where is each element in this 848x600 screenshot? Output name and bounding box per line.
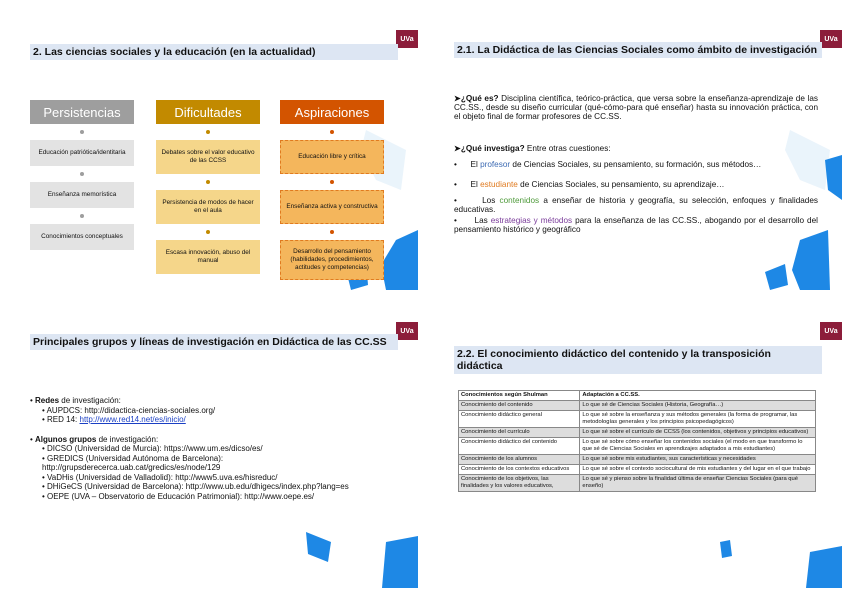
- connector-dot: [80, 214, 84, 218]
- column-item: Desarrollo del pensamiento (habilidades, procedimientos, actitudes y competencias): [280, 240, 384, 280]
- slide2-title: 2.1. La Didáctica de las Ciencias Sociales como ámbito de investigación: [454, 42, 822, 58]
- table-header-row: [459, 391, 816, 401]
- table-row: [459, 411, 816, 428]
- bullet-marker: •: [454, 180, 471, 189]
- que-investiga-text: Entre otras cuestiones:: [524, 144, 611, 153]
- column-item: Educación patriótica/identitaria: [30, 140, 134, 166]
- slide-grupos-investigacion[interactable]: [6, 302, 418, 588]
- red-link[interactable]: http://www.red14.net/es/inicio/: [79, 415, 186, 424]
- red-url: http://didactica-ciencias-sociales.org/: [84, 405, 216, 415]
- que-es-paragraph: ➤¿Qué es? Disciplina científica, teórico-práctica, que versa sobre la enseñanza-aprendizaje de las CC.SS., desde su diseño curricular (qué-cómo-para qué enseñar) hasta su innovación práctica, con el objeto final de formar profesores de CC.SS.: [454, 94, 818, 121]
- table-cell: Lo que sé y pienso sobre la finalidad última de enseñar Ciencias Sociales (para qué enseño): [580, 475, 816, 492]
- connector-dot: [330, 130, 334, 134]
- table-row: [459, 438, 816, 455]
- table-row: [459, 401, 816, 411]
- column-heading: Persistencias: [30, 100, 134, 124]
- que-investiga-label: ¿Qué investiga?: [460, 144, 525, 153]
- column-heading: Dificultades: [156, 100, 260, 124]
- column-2: [280, 100, 384, 280]
- grupos-heading: • Algunos grupos de investigación:: [30, 434, 159, 444]
- slide3-title: Principales grupos y líneas de investigación en Didáctica de las CC.SS: [30, 334, 398, 350]
- world-map-decoration: [710, 512, 842, 588]
- table-cell: Conocimiento de los alumnos: [459, 455, 580, 465]
- table-row: [459, 455, 816, 465]
- column-item: Enseñanza activa y constructiva: [280, 190, 384, 224]
- highlighted-term: contenidos: [499, 196, 540, 205]
- table-cell: Lo que sé sobre mis estudiantes, sus características y necesidades: [580, 455, 816, 465]
- table-row: [459, 465, 816, 475]
- grupo-item: • VaDHis (Universidad de Valladolid): http://www5.uva.es/hisreduc/: [42, 472, 278, 482]
- investiga-bullet: • El profesor de Ciencias Sociales, su pensamiento, su formación, sus métodos…: [454, 160, 762, 169]
- investiga-bullet: • El estudiante de Ciencias Sociales, su pensamiento, su aprendizaje…: [454, 180, 725, 189]
- highlighted-term: estudiante: [480, 180, 518, 189]
- que-es-text: Disciplina científica, teórico-práctica, que versa sobre la enseñanza-aprendizaje de las CC.SS., desde su diseño curricular (qué-cómo-para qué enseñar) hasta su innovación práctica, con el objeto final de formar profesores de CC.SS.: [454, 94, 818, 121]
- slide-didactica[interactable]: [430, 10, 842, 296]
- slide-conocimiento-didactico[interactable]: [430, 302, 842, 588]
- table-header-cell: Conocimientos según Shulman: [459, 391, 580, 401]
- connector-dot: [80, 172, 84, 176]
- uva-logo: UVa: [820, 322, 842, 340]
- redes-list: [30, 406, 390, 425]
- table-row: [459, 428, 816, 438]
- column-heading: Aspiraciones: [280, 100, 384, 124]
- red-item: • RED 14: http://www.red14.net/es/inicio/: [42, 415, 186, 424]
- research-groups-list: [30, 396, 390, 501]
- table-cell: Lo que sé sobre el contexto sociocultural de mis estudiantes y del lugar en el que trabajo: [580, 465, 816, 475]
- highlighted-term: estrategias y métodos: [490, 216, 573, 225]
- table-cell: Lo que sé sobre cómo enseñar los contenidos sociales (el modo en que transformo lo que sé de Ciencias Sociales en aprendizajes adaptados a mis estudiantes): [580, 438, 816, 455]
- uva-logo: UVa: [820, 30, 842, 48]
- bullet-marker: •: [454, 196, 483, 205]
- column-0: [30, 100, 134, 250]
- table-cell: Lo que sé sobre el currículo de CCSS (los contenidos, objetivos y principios educativos): [580, 428, 816, 438]
- slide-ciencias-sociales[interactable]: [6, 10, 418, 296]
- uva-logo: UVa: [396, 322, 418, 340]
- bullet-marker: •: [454, 160, 471, 169]
- grupo-item: • DHiGeCS (Universidad de Barcelona): http://www.ub.edu/dhigecs/index.php?lang=es: [42, 482, 349, 491]
- red-item: • AUPDCS: http://didactica-ciencias-sociales.org/: [42, 405, 216, 415]
- column-item: Debates sobre el valor educativo de las CCSS: [156, 140, 260, 174]
- table-cell: Conocimiento didáctico general: [459, 411, 580, 428]
- connector-dot: [330, 180, 334, 184]
- grupo-item: • GREDICS (Universidad Autónoma de Barcelona): http://grupsderecerca.uab.cat/gredics/es/node/129: [42, 453, 224, 472]
- column-item: Escasa innovación, abuso del manual: [156, 240, 260, 274]
- slide1-title: 2. Las ciencias sociales y la educación (en la actualidad): [30, 44, 398, 60]
- grupos-list: [30, 444, 390, 501]
- connector-dot: [80, 130, 84, 134]
- table-row: [459, 475, 816, 492]
- connector-dot: [206, 180, 210, 184]
- highlighted-term: profesor: [480, 160, 511, 169]
- column-item: Persistencia de modos de hacer en el aula: [156, 190, 260, 224]
- que-investiga-paragraph: ➤¿Qué investiga? Entre otras cuestiones:: [454, 144, 611, 153]
- uva-logo: UVa: [396, 30, 418, 48]
- investiga-bullet: • Los contenidos a enseñar de historia y geografía, su selección, enfoques y finalidades educativas.: [454, 196, 819, 214]
- grupo-item: • OEPE (UVA – Observatorio de Educación Patrimonial): http://www.oepe.es/: [42, 491, 315, 501]
- table-cell: Conocimiento de los objetivos, las finalidades y los valores educativos,: [459, 475, 580, 492]
- world-map-decoration: [286, 492, 418, 588]
- table-cell: Conocimiento del contenido: [459, 401, 580, 411]
- table-cell: Conocimiento de los contextos educativos: [459, 465, 580, 475]
- column-1: [156, 100, 260, 274]
- grupo-item: • DICSO (Universidad de Murcia): https://www.um.es/dicso/es/: [42, 444, 263, 453]
- connector-dot: [206, 130, 210, 134]
- slide4-title: 2.2. El conocimiento didáctico del contenido y la transposición didáctica: [454, 346, 822, 374]
- investiga-bullet: • Las estrategias y métodos para la enseñanza de las CC.SS., abogando por el desarrollo del pensamiento histórico y geográfico: [454, 216, 818, 234]
- shulman-table: [458, 390, 816, 492]
- que-es-label: ¿Qué es?: [460, 94, 499, 103]
- column-item: Conocimientos conceptuales: [30, 224, 134, 250]
- connector-dot: [206, 230, 210, 234]
- column-item: Educación libre y crítica: [280, 140, 384, 174]
- column-item: Enseñanza memorística: [30, 182, 134, 208]
- redes-heading: • Redes de investigación:: [30, 396, 121, 405]
- table-cell: Lo que sé de Ciencias Sociales (Historia, Geografía…): [580, 401, 816, 411]
- table-cell: Lo que sé sobre la enseñanza y sus métodos generales (la forma de programar, las metodologías generales y los principios psicopedagógicos): [580, 411, 816, 428]
- connector-dot: [330, 230, 334, 234]
- bullet-marker: •: [454, 216, 475, 225]
- table-header-cell: Adaptación a CC.SS.: [580, 391, 816, 401]
- table-cell: Conocimiento didáctico del contenido: [459, 438, 580, 455]
- table-cell: Conocimiento del currículo: [459, 428, 580, 438]
